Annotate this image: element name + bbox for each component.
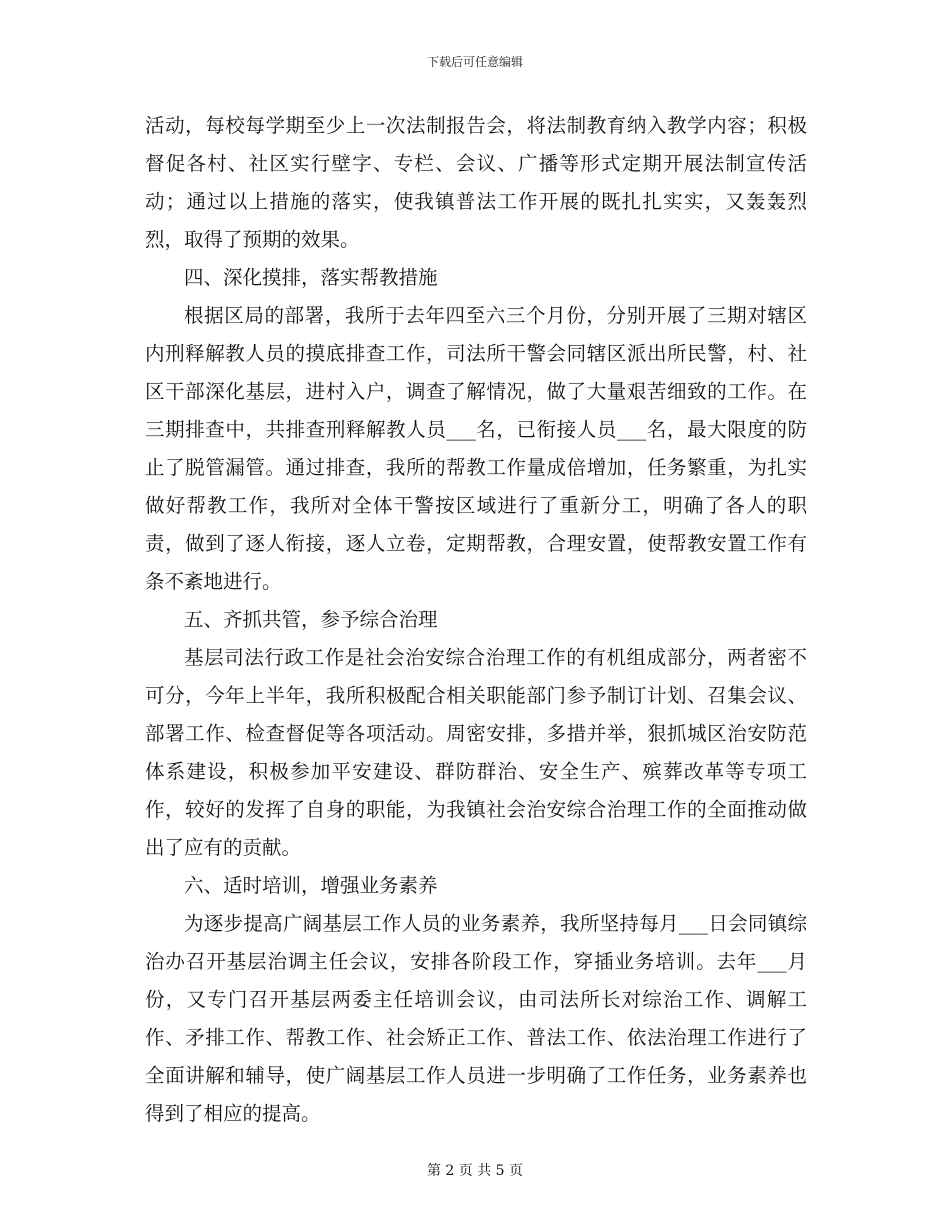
page-header: 下载后可任意编辑 — [426, 55, 523, 69]
section-heading-4: 四、深化摸排，落实帮教措施 — [184, 266, 438, 289]
document-body — [145, 107, 807, 1133]
section-heading-6: 六、适时培训，增强业务素养 — [184, 874, 438, 897]
paragraph-section-4: 根据区局的部署，我所于去年四至六三个月份，分别开展了三期对辖区内刑释解教人员的摸底排查工作，司法所干警会同辖区派出所民警，村、社区干部深化基层，进村入户，调查了解情况，做了大量艰苦细致的工作。在三期排查中，共排查刑释解教人员___名，已衔接人员___名，最大限度的防止了脱管漏管。通过排查，我所的帮教工作量成倍增加，任务繁重，为扎实做好帮教工作，我所对全体干警按区域进行了重新分工，明确了各人的职责，做到了逐人衔接，逐人立卷，定期帮教，合理安置，使帮教安置工作有条不紊地进行。 — [145, 304, 807, 593]
paragraph-section-5: 基层司法行政工作是社会治安综合治理工作的有机组成部分，两者密不可分，今年上半年，我所积极配合相关职能部门参予制订计划、召集会议、部署工作、检查督促等各项活动。周密安排，多措并举，狠抓城区治安防范体系建设，积极参加平安建设、群防群治、安全生产、殡葬改革等专项工作，较好的发挥了自身的职能，为我镇社会治安综合治理工作的全面推动做出了应有的贡献。 — [145, 646, 807, 859]
paragraph-section-6: 为逐步提高广阔基层工作人员的业务素养，我所坚持每月___日会同镇综治办召开基层治调主任会议，安排各阶段工作，穿插业务培训。去年___月份，又专门召开基层两委主任培训会议，由司法所长对综治工作、调解工作、矛排工作、帮教工作、社会矫正工作、普法工作、依法治理工作进行了全面讲解和辅导，使广阔基层工作人员进一步明确了工作任务，业务素养也得到了相应的提高。 — [145, 912, 807, 1125]
section-heading-5: 五、齐抓共管，参予综合治理 — [184, 608, 438, 631]
page-number: 第 2 页 共 5 页 — [426, 1163, 524, 1179]
paragraph-continuation: 活动，每校每学期至少上一次法制报告会，将法制教育纳入教学内容；积极督促各村、社区实行壁字、专栏、会议、广播等形式定期开展法制宣传活动；通过以上措施的落实，使我镇普法工作开展的既扎扎实实，又轰轰烈烈，取得了预期的效果。 — [145, 114, 807, 251]
